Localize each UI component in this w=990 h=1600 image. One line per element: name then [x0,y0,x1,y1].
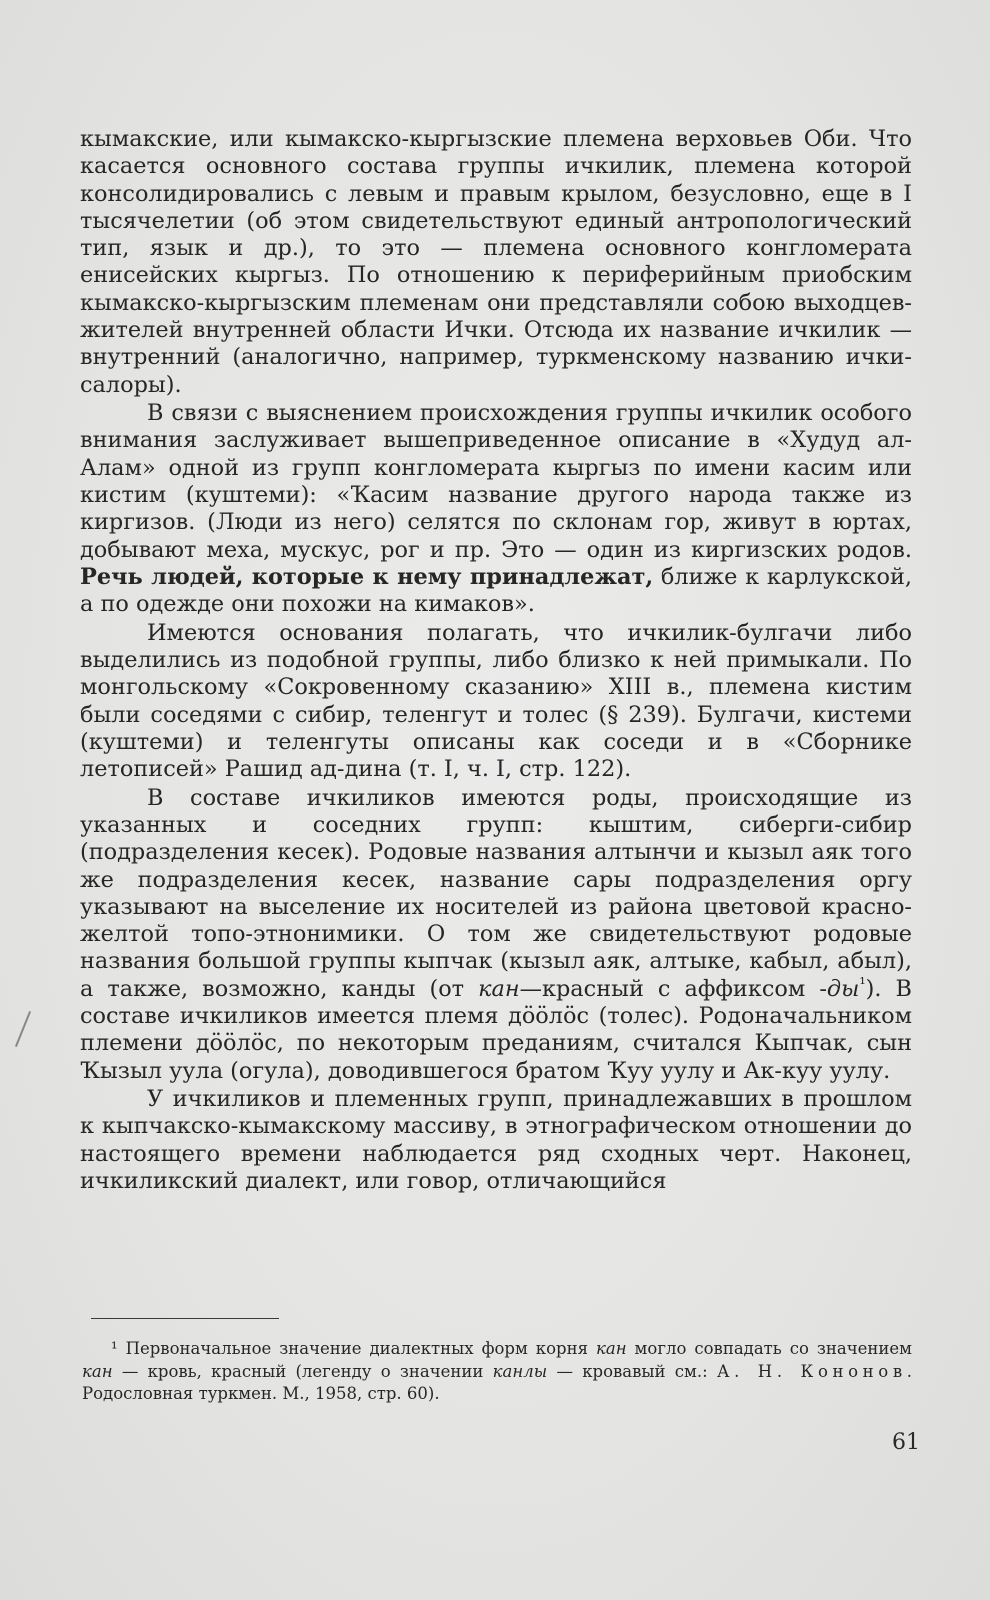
text-segment: кан [478,975,520,1002]
text-segment: кымакские, или кымакско-кыргызские племена верховьев Оби. Что касается основного состава группы ичкилик, племена которой консолидировались с левым и правым крылом, безусловно, еще в I тысячелетии (об этом свидетельствуют единый антропологический тип, язык и др.), то это — племена основного конгломерата енисейских кыргыз. По отношению к периферийным приобским кымакско-кыргызским племенам они представляли собою выходцев-жителей внутренней области Ички. Отсюда их название ичкилик — внутренний (аналогично, например, туркменскому названию ички-салоры). [80,126,912,398]
paragraph [80,620,912,784]
text-segment: В составе ичкиликов имеются роды, происходящие из указанных и соседних групп: кыштим, сиберги-сибир (подразделения кесек). Родовые названия алтынчи и кызыл аяк того же подразделения кесек, название сары подразделения оргу указывают на выселение их носителей из района цветовой красно-желтой топо-этнонимики. О том же свидетельствуют родовые названия большой группы кыпчак (кызыл аяк, алтыке, кабыл, абыл), а также, возможно, канды (от [80,784,912,1002]
paragraph [80,785,912,1085]
text-segment: ). В составе ичкиликов имеется племя дӧӧлӧс (толес). Родоначальником племени дӧӧлӧс, по некоторым преданиям, считался Кыпчак, сын Ҡызыл уула (огула), доводившегося братом Ҡуу уулу и Ак-куу уулу. [80,975,912,1084]
text-segment: Имеются основания полагать, что ичкилик-булгачи либо выделились из подобной группы, либо близко к ней примыкали. По монгольскому «Сокровенному сказанию» XIII в., племена кистим были соседями с сибир, теленгут и толес (§ 239). Булгачи, кистеми (куштеми) и теленгуты описаны как соседи и в «Сборнике летописей» Рашид ад-дина (т. I, ч. I, стр. 122). [80,619,912,783]
text-segment: ближе к карлукской, а по одежде они похожи на кимаков». [80,563,912,618]
text-segment: кан [596,1339,627,1358]
footnote [82,1338,912,1406]
page-number: 61 [892,1430,920,1455]
text-segment: —красный с аффиксом - [519,975,827,1002]
text-segment: могло совпадать со значением [626,1339,912,1358]
text-segment: ды [826,975,860,1002]
footnotes [82,1338,912,1406]
text-segment: ¹ Первоначальное значение диалектных форм корня [111,1339,597,1358]
text-segment: . Родословная туркмен. М., 1958, стр. 60). [82,1361,913,1403]
text-segment: канлы [492,1361,548,1381]
paragraph [80,400,912,618]
text-segment: кан [82,1361,113,1381]
text-segment: — кровавый см.: [547,1361,717,1381]
text-segment: — кровь, красный (легенду о значении [112,1361,493,1381]
footnote-divider [91,1318,279,1319]
paragraph [80,126,912,399]
text-segment: Речь людей, которые к нему принадлежат, [80,563,654,590]
text-segment: В связи с выяснением происхождения группы ичкилик особого внимания заслуживает вышеприведенное описание в «Худуд ал-Алам» одной из групп конгломерата кыргыз по имени касим или кистим (куштеми): «Ҡасим название другого народа также из киргизов. (Люди из него) селятся по склонам гор, живут в юртах, добывают меха, мускус, рог и пр. Это — один из киргизских родов. [80,400,912,563]
text-segment: У ичкиликов и племенных групп, принадлежавших в прошлом к кыпчакско-кымакскому массиву, в этнографическом отношении до настоящего времени наблюдается ряд сходных черт. Наконец, ичкиликский диалект, или говор, отличающийся [80,1086,912,1195]
text-segment: ¹ [859,973,866,993]
margin-pencil-mark [15,1011,31,1047]
paragraph [80,1086,912,1195]
text-segment: А. Н. Кононов [716,1361,907,1381]
main-text [80,126,912,1195]
